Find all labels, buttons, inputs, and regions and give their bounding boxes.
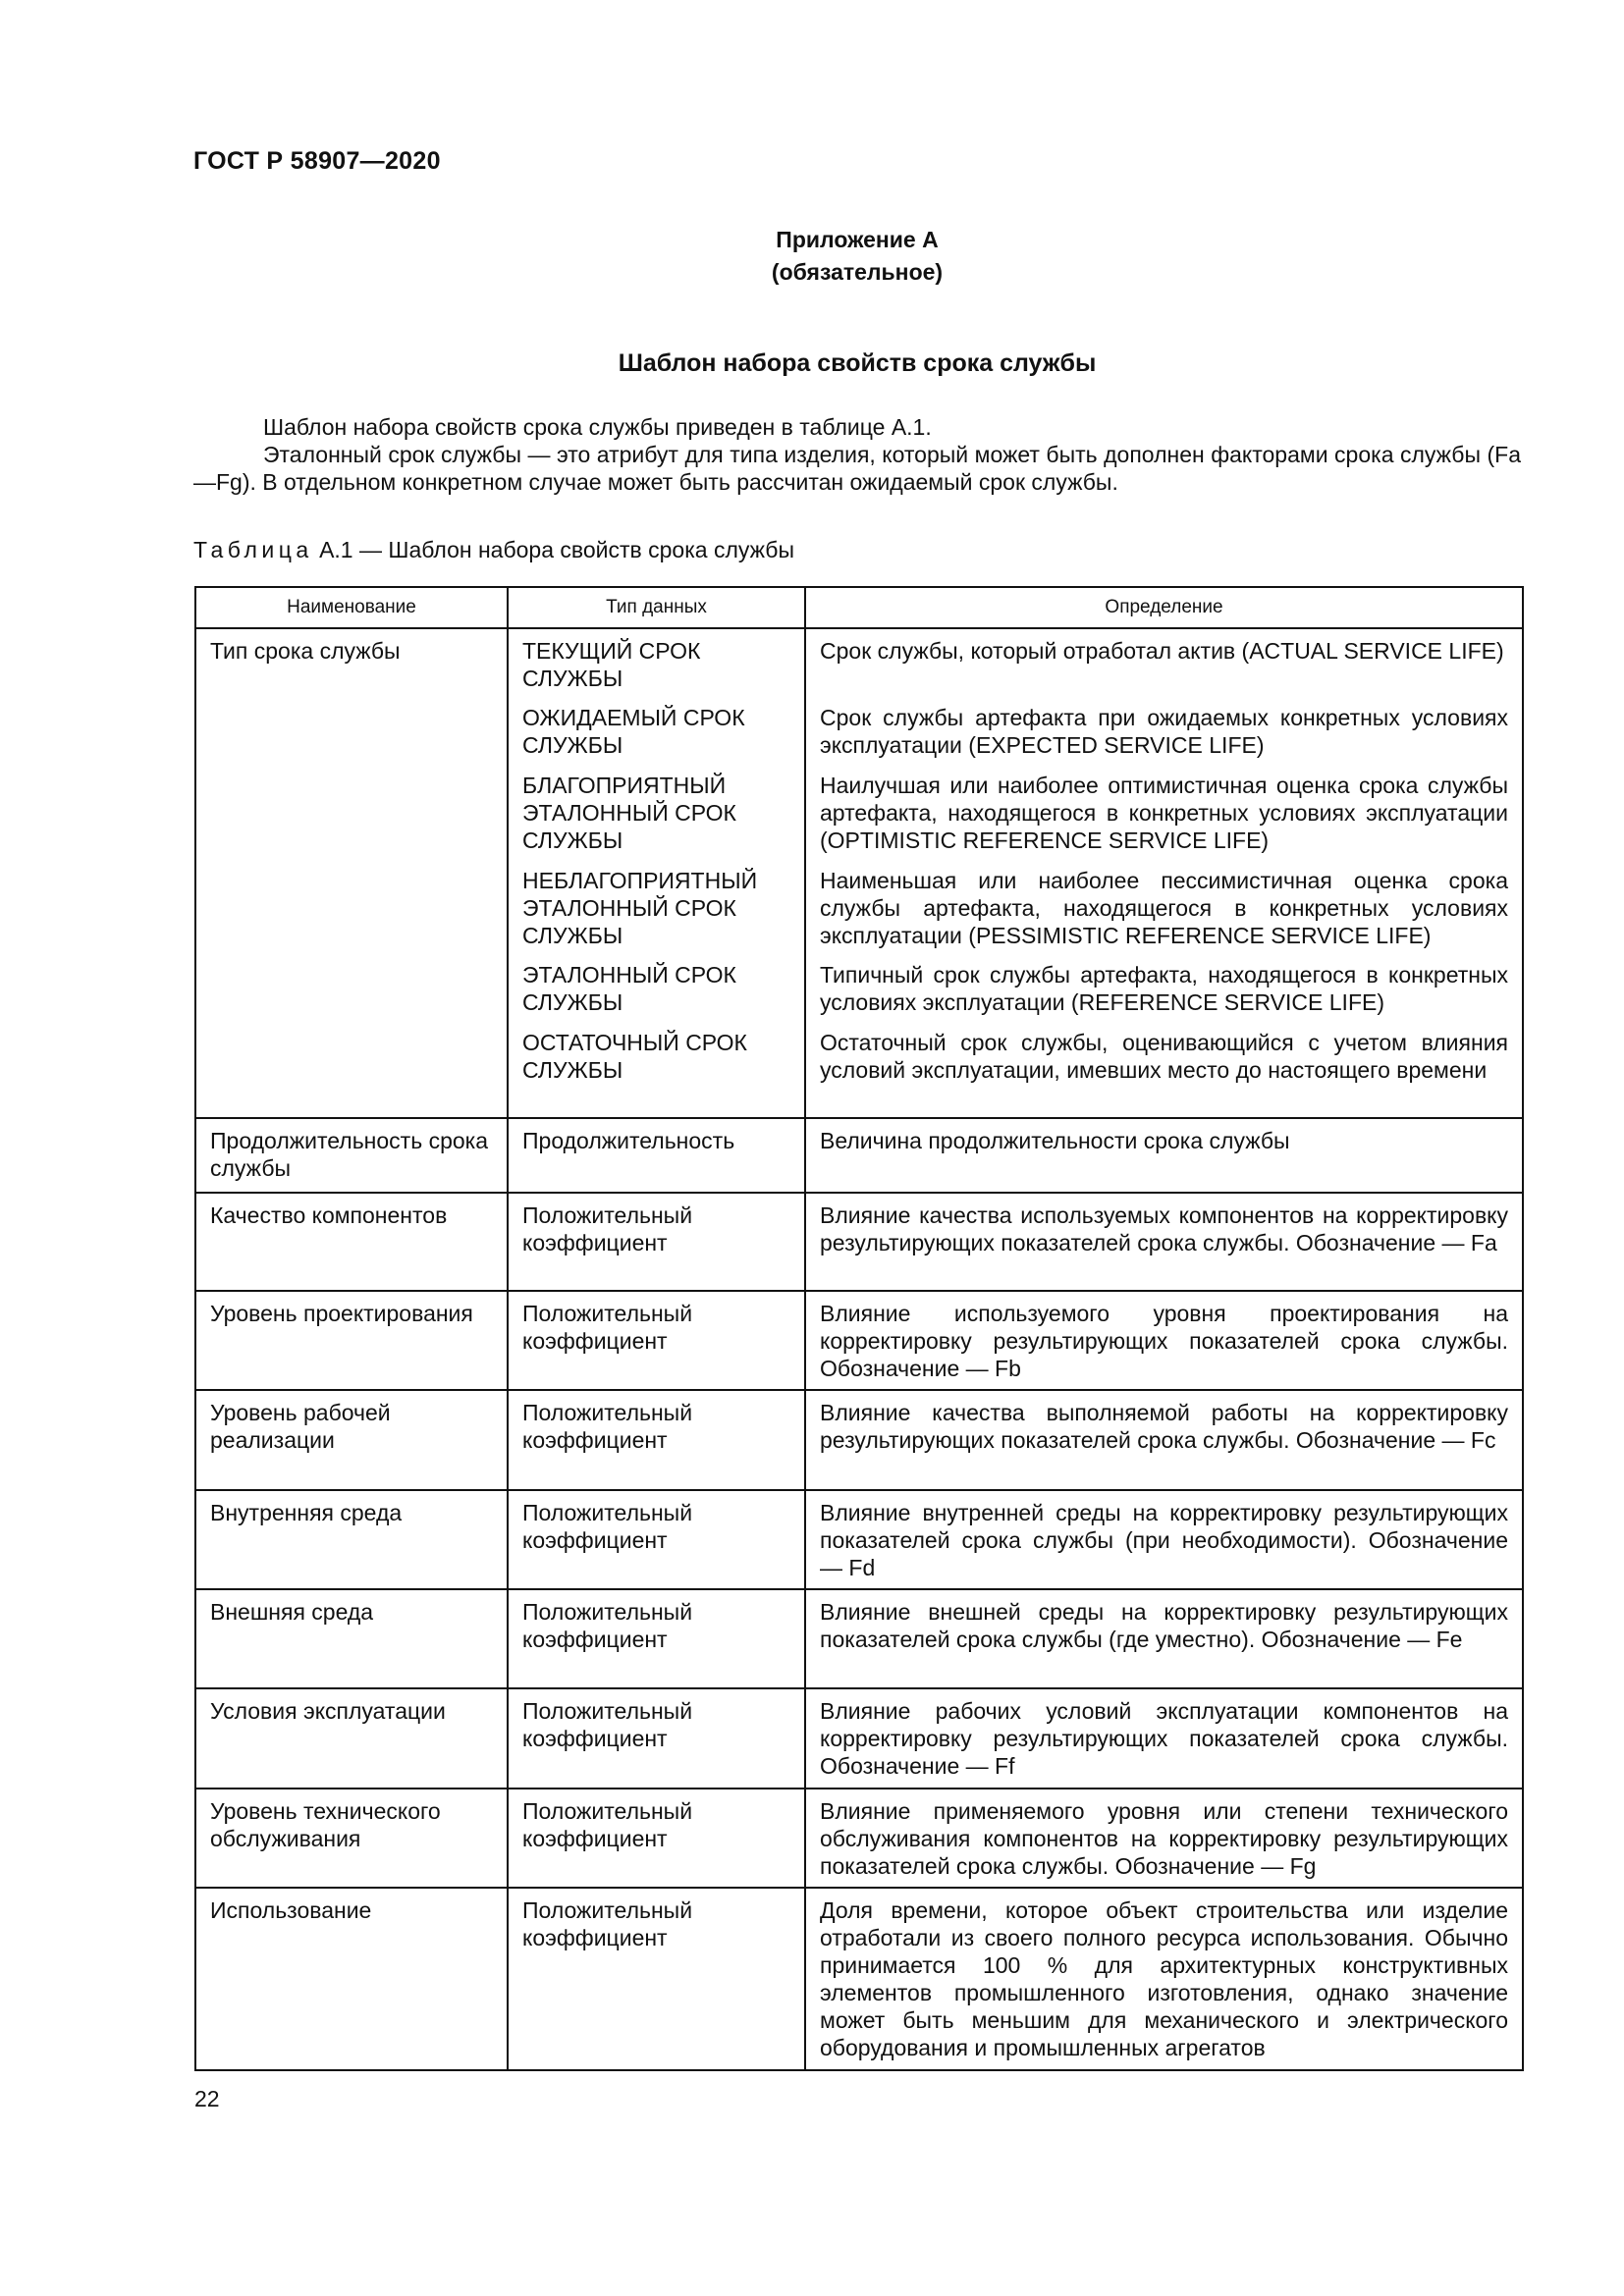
table-row [195, 1193, 1523, 1291]
page-number: 22 [194, 2086, 220, 2111]
cell-name: Внутренняя среда [195, 1490, 508, 1589]
table-row [195, 628, 1523, 1118]
service-life-table [194, 586, 1524, 2071]
subcell-type: ЭТАЛОННЫЙ СРОК СЛУЖБЫ [522, 962, 736, 1015]
table-header-row [195, 587, 1523, 628]
cell-name: Уровень проектирования [195, 1291, 508, 1390]
cell-type: Продолжительность [508, 1118, 805, 1193]
table-caption [193, 537, 794, 563]
cell-type: Положительный коэффициент [508, 1490, 805, 1589]
cell-name: Продолжительность срока службы [195, 1118, 508, 1193]
subcell-definition: Типичный срок службы артефакта, находящегося в конкретных условиях эксплуатации (REFERENCE SERVICE LIFE) [820, 962, 1508, 1015]
cell-name: Уровень рабочей реализации [195, 1390, 508, 1490]
cell-type: Положительный коэффициент [508, 1589, 805, 1688]
cell-definition: Влияние используемого уровня проектирования на корректировку результирующих показателей срока службы. Обозначение — Fb [805, 1291, 1523, 1390]
subcell-definition: Наилучшая или наиболее оптимистичная оценка срока службы артефакта, находящегося в конкретных условиях эксплуатации (OPTIMISTIC REFERENCE SERVICE LIFE) [820, 773, 1508, 853]
cell-definition: Влияние качества выполняемой работы на корректировку результирующих показателей срока службы. Обозначение — Fc [805, 1390, 1523, 1490]
subcell-definition: Остаточный срок службы, оценивающийся с учетом влияния условий эксплуатации, имевших место до настоящего времени [820, 1030, 1508, 1083]
subcell-definition: Срок службы артефакта при ожидаемых конкретных условиях эксплуатации (EXPECTED SERVICE LIFE) [820, 705, 1508, 758]
table-row [195, 1688, 1523, 1789]
subcell-type: ОЖИДАЕМЫЙ СРОК СЛУЖБЫ [522, 705, 745, 758]
subcell-type: БЛАГОПРИЯТНЫЙ ЭТАЛОННЫЙ СРОК СЛУЖБЫ [522, 773, 736, 853]
cell-name: Внешняя среда [195, 1589, 508, 1688]
table-row [195, 1589, 1523, 1688]
cell-name: Тип срока службы [195, 628, 508, 1118]
intro-paragraph-1: Шаблон набора свойств срока службы приведен в таблице А.1. [263, 414, 932, 440]
cell-type: Положительный коэффициент [508, 1291, 805, 1390]
table-caption-text: А.1 — Шаблон набора свойств срока службы [319, 537, 794, 562]
table-row [195, 1490, 1523, 1589]
cell-type: Положительный коэффициент [508, 1193, 805, 1291]
cell-definition: Влияние применяемого уровня или степени технического обслуживания компонентов на корректировку результирующих показателей срока службы. Обозначение — Fg [805, 1789, 1523, 1888]
subcell-definition: Срок службы, который отработал актив (ACTUAL SERVICE LIFE) [820, 638, 1504, 664]
column-header-definition: Определение [805, 587, 1523, 628]
column-header-name: Наименование [195, 587, 508, 628]
cell-type-stack [508, 628, 805, 1118]
cell-definition: Влияние рабочих условий эксплуатации компонентов на корректировку результирующих показателей срока службы. Обозначение — Ff [805, 1688, 1523, 1789]
cell-definition: Влияние внешней среды на корректировку результирующих показателей срока службы (где уместно). Обозначение — Fe [805, 1589, 1523, 1688]
cell-name: Условия эксплуатации [195, 1688, 508, 1789]
annex-title: Приложение А [776, 227, 939, 252]
cell-name: Уровень технического обслуживания [195, 1789, 508, 1888]
table-row [195, 1291, 1523, 1390]
annex-status: (обязательное) [771, 259, 944, 285]
subcell-type: ТЕКУЩИЙ СРОК СЛУЖБЫ [522, 638, 701, 691]
cell-definition: Доля времени, которое объект строительства или изделие отработали из своего полного ресурса использования. Обычно принимается 100 % для архитектурных конструктивных элементов промышленного изготовления, однако значение может быть меньшим для механического и электрического оборудования и промышленных агрегатов [805, 1888, 1523, 2070]
subcell-type: НЕБЛАГОПРИЯТНЫЙ ЭТАЛОННЫЙ СРОК СЛУЖБЫ [522, 868, 758, 948]
cell-type: Положительный коэффициент [508, 1390, 805, 1490]
subcell-definition: Наименьшая или наиболее пессимистичная оценка срока службы артефакта, находящегося в конкретных условиях эксплуатации (PESSIMISTIC REFERENCE SERVICE LIFE) [820, 868, 1508, 948]
intro-text [193, 413, 1521, 496]
cell-type: Положительный коэффициент [508, 1789, 805, 1888]
cell-name: Качество компонентов [195, 1193, 508, 1291]
cell-type: Положительный коэффициент [508, 1688, 805, 1789]
subcell-type: ОСТАТОЧНЫЙ СРОК СЛУЖБЫ [522, 1030, 747, 1083]
table-row [195, 1118, 1523, 1193]
cell-definition: Величина продолжительности срока службы [805, 1118, 1523, 1193]
document-code: ГОСТ Р 58907—2020 [193, 147, 441, 175]
table-row [195, 1789, 1523, 1888]
annex-heading [0, 224, 1624, 289]
cell-definition: Влияние внутренней среды на корректировку результирующих показателей срока службы (при необходимости). Обозначение — Fd [805, 1490, 1523, 1589]
section-title: Шаблон набора свойств срока службы [618, 349, 1097, 377]
intro-paragraph-2: Эталонный срок службы — это атрибут для типа изделия, который может быть дополнен факторами срока службы (Fa—Fg). В отдельном конкретном случае может быть рассчитан ожидаемый срок службы. [193, 442, 1521, 495]
cell-name: Использование [195, 1888, 508, 2070]
column-header-type: Тип данных [508, 587, 805, 628]
cell-definition-stack [805, 628, 1523, 1118]
cell-definition: Влияние качества используемых компонентов на корректировку результирующих показателей срока службы. Обозначение — Fa [805, 1193, 1523, 1291]
table-row [195, 1888, 1523, 2070]
table-caption-label: Таблица [193, 537, 313, 562]
cell-type: Положительный коэффициент [508, 1888, 805, 2070]
table-row [195, 1390, 1523, 1490]
